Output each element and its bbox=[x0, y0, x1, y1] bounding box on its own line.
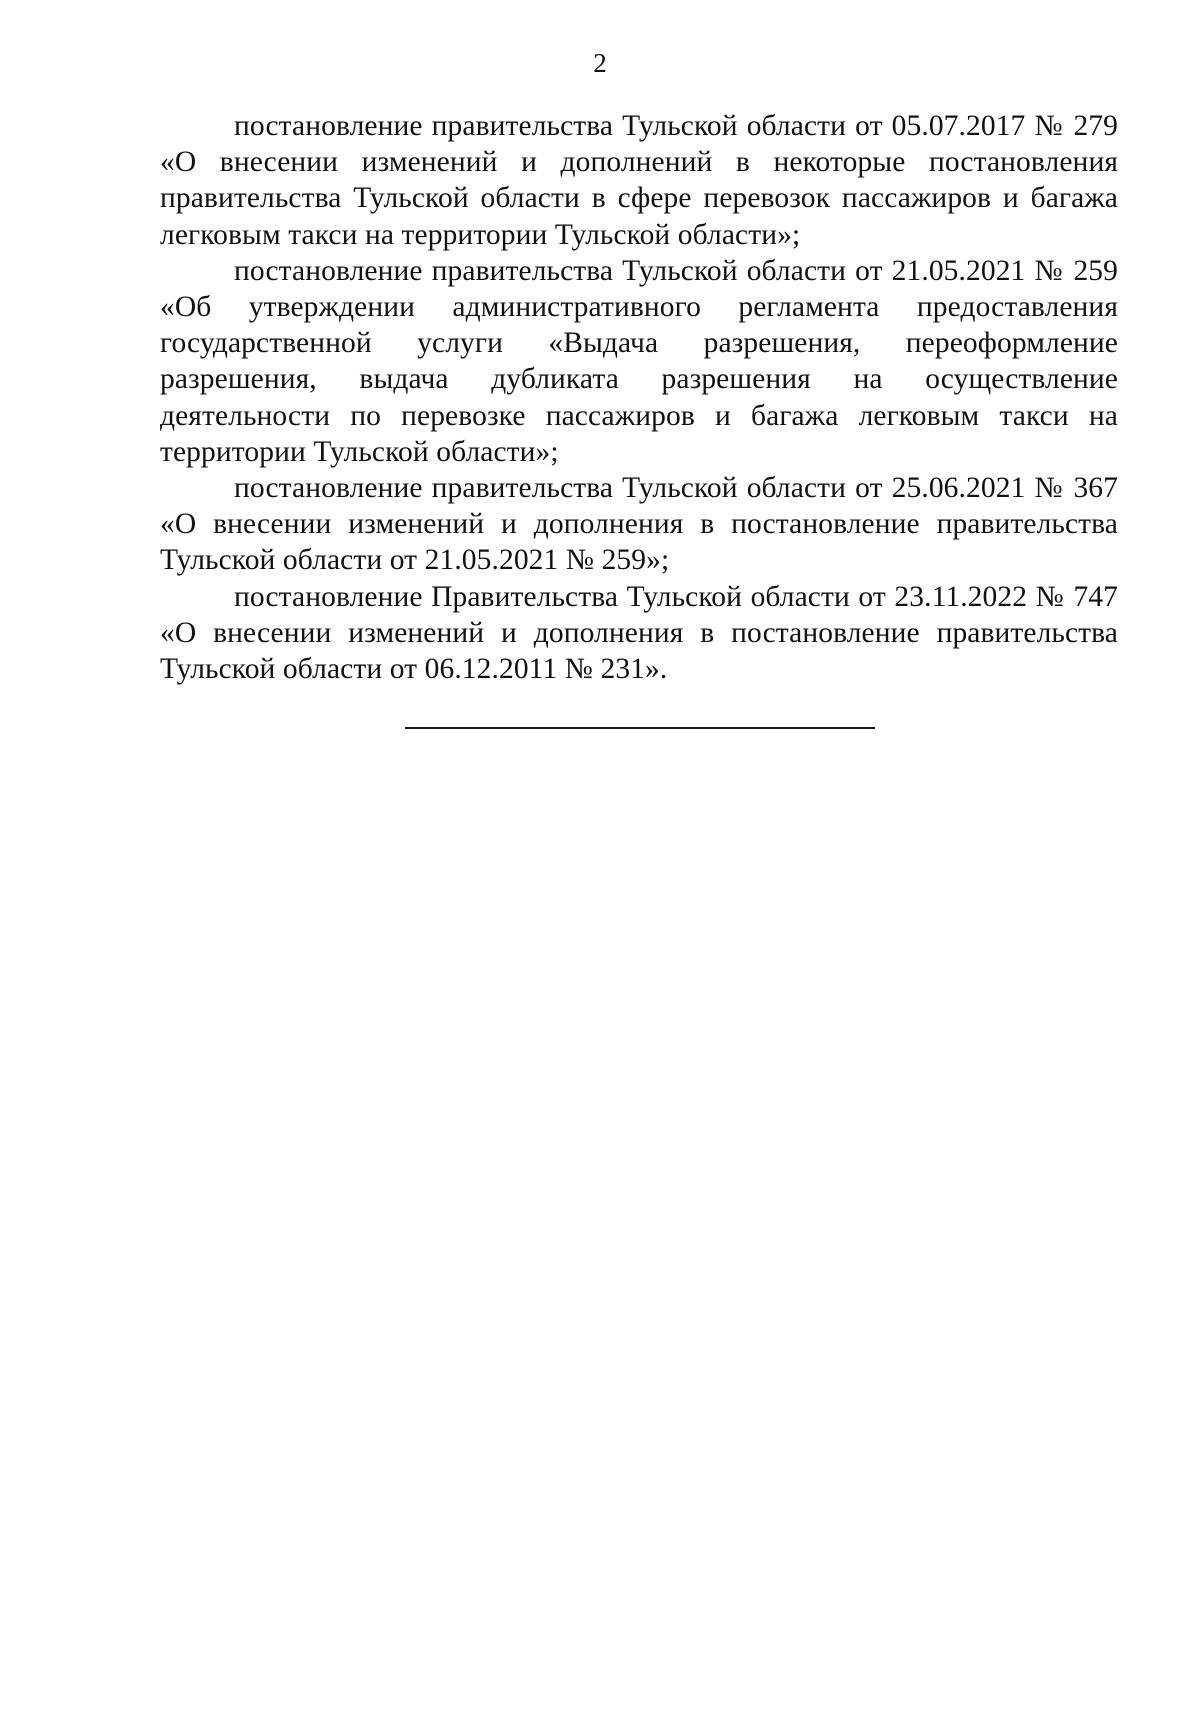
paragraph: постановление правительства Тульской области от 21.05.2021 № 259 «Об утверждении административного регламента предоставления государственной услуги «Выдача разрешения, переоформление разрешения, выдача дубликата разрешения на осуществление деятельности по перевозке пассажиров и багажа легковым такси на территории Тульской области»; bbox=[160, 254, 1118, 468]
end-divider bbox=[405, 727, 875, 729]
document-body bbox=[160, 108, 1118, 687]
paragraph: постановление Правительства Тульской области от 23.11.2022 № 747 «О внесении изменений и дополнения в постановление правительства Тульской области от 06.12.2011 № 231». bbox=[160, 580, 1118, 686]
paragraph: постановление правительства Тульской области от 25.06.2021 № 367 «О внесении изменений и дополнения в постановление правительства Тульской области от 21.05.2021 № 259»; bbox=[160, 472, 1118, 577]
page-number: 2 bbox=[593, 48, 607, 78]
paragraph: постановление правительства Тульской области от 05.07.2017 № 279 «О внесении изменений и дополнений в некоторые постановления правительства Тульской области в сфере перевозок пассажиров и багажа легковым такси на территории Тульской области»; bbox=[160, 110, 1118, 251]
